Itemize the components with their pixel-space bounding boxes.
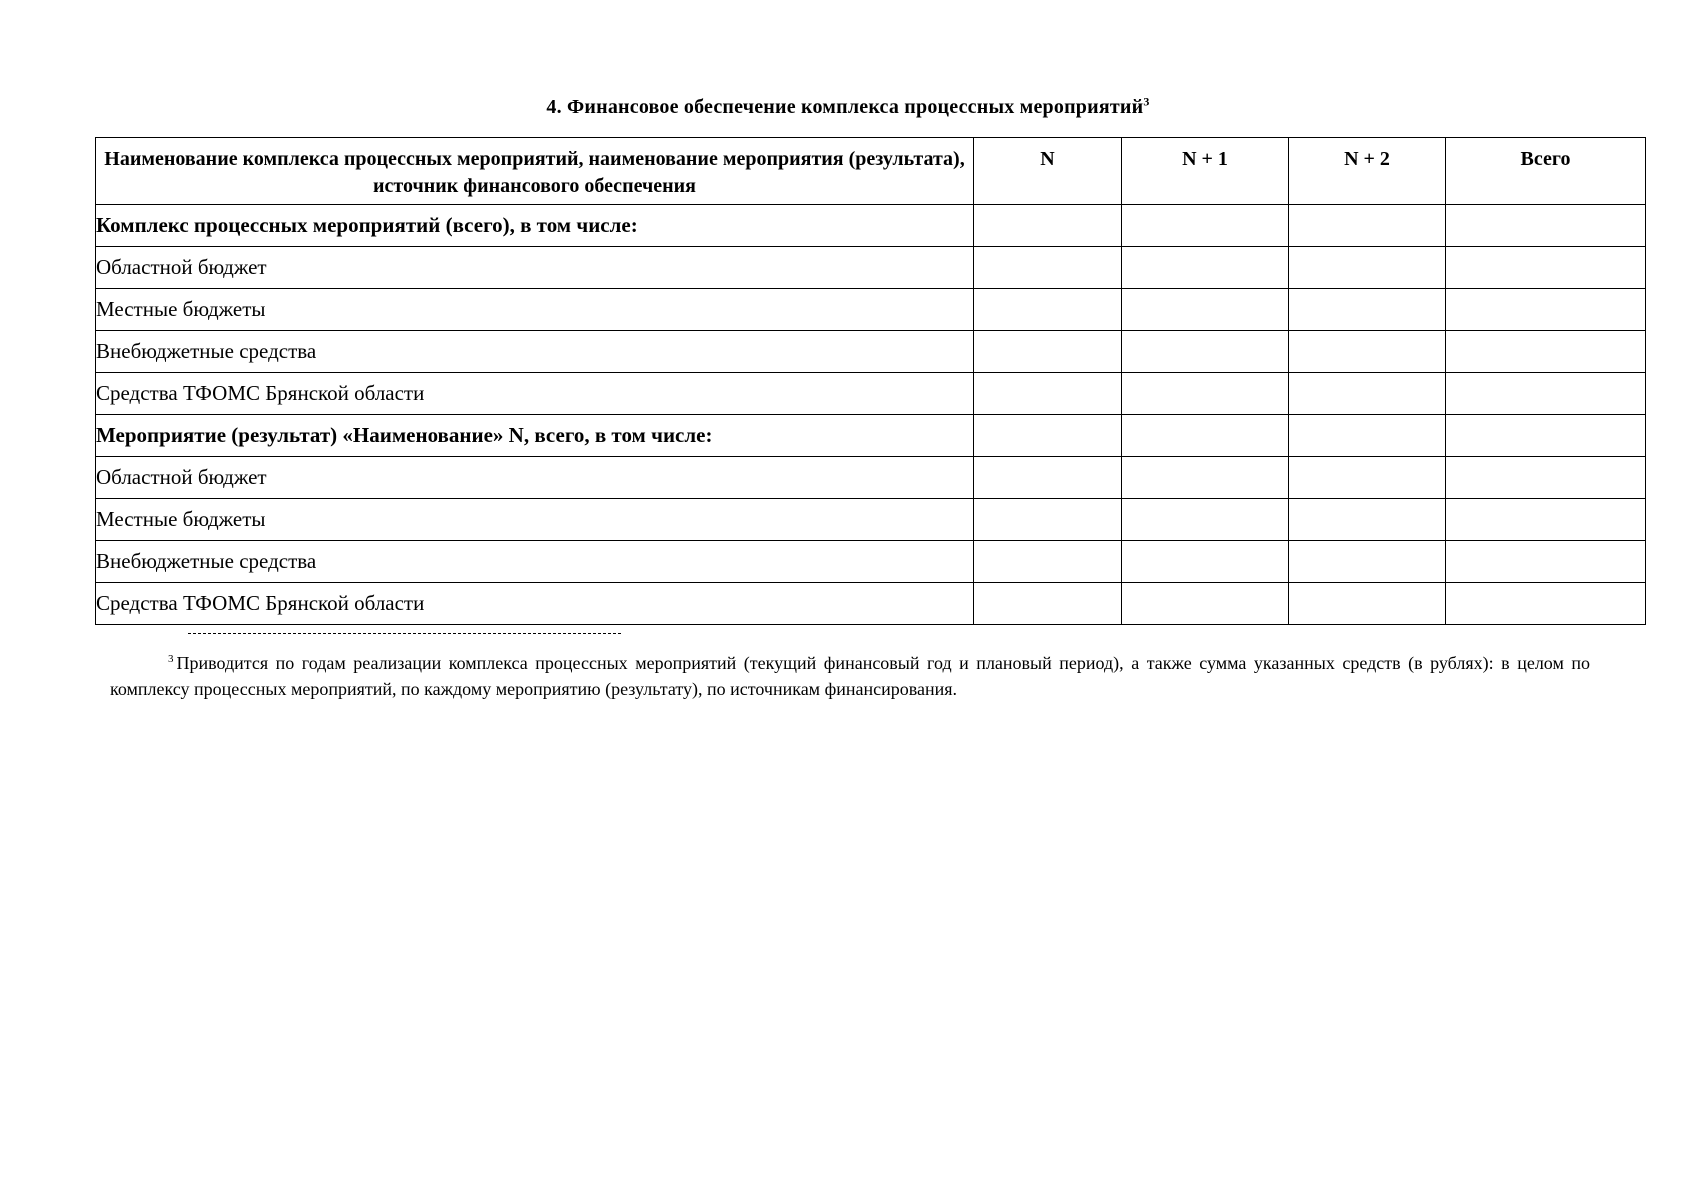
header-name-text: Наименование комплекса процессных мероприятий, наименование мероприятия (результата), источник финансового обеспечения — [104, 148, 965, 197]
value-n-plus-1-cell — [1122, 289, 1289, 331]
value-total-cell — [1446, 499, 1646, 541]
header-n: N — [974, 138, 1122, 205]
footnote-text: Приводится по годам реализации комплекса процессных мероприятий (текущий финансовый год и плановый период), а также сумма указанных средств (в рублях): в целом по комплексу процессных мероприятий, по каждому мероприятию (результату), по источникам финансирования. — [110, 653, 1590, 699]
section-title — [0, 96, 1696, 119]
table-row — [96, 289, 1646, 331]
row-label: Местные бюджеты — [96, 289, 974, 331]
value-n-plus-2-cell — [1289, 205, 1446, 247]
table-row — [96, 541, 1646, 583]
value-n-cell — [974, 289, 1122, 331]
row-label: Внебюджетные средства — [96, 541, 974, 583]
value-n-cell — [974, 457, 1122, 499]
value-n-plus-1-cell — [1122, 541, 1289, 583]
value-total-cell — [1446, 205, 1646, 247]
header-n-plus-2: N + 2 — [1289, 138, 1446, 205]
value-n-cell — [974, 415, 1122, 457]
financing-table — [95, 137, 1646, 625]
row-label: Средства ТФОМС Брянской области — [96, 373, 974, 415]
value-total-cell — [1446, 247, 1646, 289]
value-n-cell — [974, 205, 1122, 247]
row-label: Мероприятие (результат) «Наименование» N, всего, в том числе: — [96, 415, 974, 457]
table-row — [96, 415, 1646, 457]
value-total-cell — [1446, 373, 1646, 415]
section-title-text: 4. Финансовое обеспечение комплекса процессных мероприятий — [546, 96, 1144, 118]
row-label: Областной бюджет — [96, 457, 974, 499]
value-n-plus-1-cell — [1122, 415, 1289, 457]
value-n-plus-2-cell — [1289, 415, 1446, 457]
row-label: Областной бюджет — [96, 247, 974, 289]
footnote-mark: 3 — [168, 653, 174, 665]
row-label: Внебюджетные средства — [96, 331, 974, 373]
value-n-plus-1-cell — [1122, 373, 1289, 415]
value-total-cell — [1446, 541, 1646, 583]
value-n-plus-1-cell — [1122, 205, 1289, 247]
title-footnote-mark: 3 — [1143, 94, 1150, 109]
value-total-cell — [1446, 583, 1646, 625]
row-label: Комплекс процессных мероприятий (всего), в том числе: — [96, 205, 974, 247]
header-name — [96, 138, 974, 205]
value-n-plus-2-cell — [1289, 541, 1446, 583]
value-n-cell — [974, 373, 1122, 415]
value-total-cell — [1446, 457, 1646, 499]
value-n-cell — [974, 247, 1122, 289]
value-n-cell — [974, 541, 1122, 583]
row-label: Средства ТФОМС Брянской области — [96, 583, 974, 625]
value-total-cell — [1446, 331, 1646, 373]
footnote-separator — [188, 633, 621, 634]
value-n-plus-1-cell — [1122, 247, 1289, 289]
value-n-cell — [974, 499, 1122, 541]
header-n-plus-1: N + 1 — [1122, 138, 1289, 205]
value-total-cell — [1446, 289, 1646, 331]
value-n-plus-1-cell — [1122, 331, 1289, 373]
table-row — [96, 583, 1646, 625]
value-n-plus-2-cell — [1289, 499, 1446, 541]
value-n-cell — [974, 331, 1122, 373]
table-row — [96, 457, 1646, 499]
row-label: Местные бюджеты — [96, 499, 974, 541]
table-row — [96, 247, 1646, 289]
value-n-plus-2-cell — [1289, 331, 1446, 373]
table-header-row — [96, 138, 1646, 205]
value-n-plus-1-cell — [1122, 457, 1289, 499]
table-row — [96, 205, 1646, 247]
value-n-plus-2-cell — [1289, 247, 1446, 289]
header-total: Всего — [1446, 138, 1646, 205]
table-row — [96, 499, 1646, 541]
value-total-cell — [1446, 415, 1646, 457]
value-n-cell — [974, 583, 1122, 625]
value-n-plus-2-cell — [1289, 289, 1446, 331]
value-n-plus-2-cell — [1289, 583, 1446, 625]
table-row — [96, 331, 1646, 373]
value-n-plus-1-cell — [1122, 499, 1289, 541]
value-n-plus-1-cell — [1122, 583, 1289, 625]
footnote — [110, 650, 1590, 702]
value-n-plus-2-cell — [1289, 457, 1446, 499]
value-n-plus-2-cell — [1289, 373, 1446, 415]
table-row — [96, 373, 1646, 415]
